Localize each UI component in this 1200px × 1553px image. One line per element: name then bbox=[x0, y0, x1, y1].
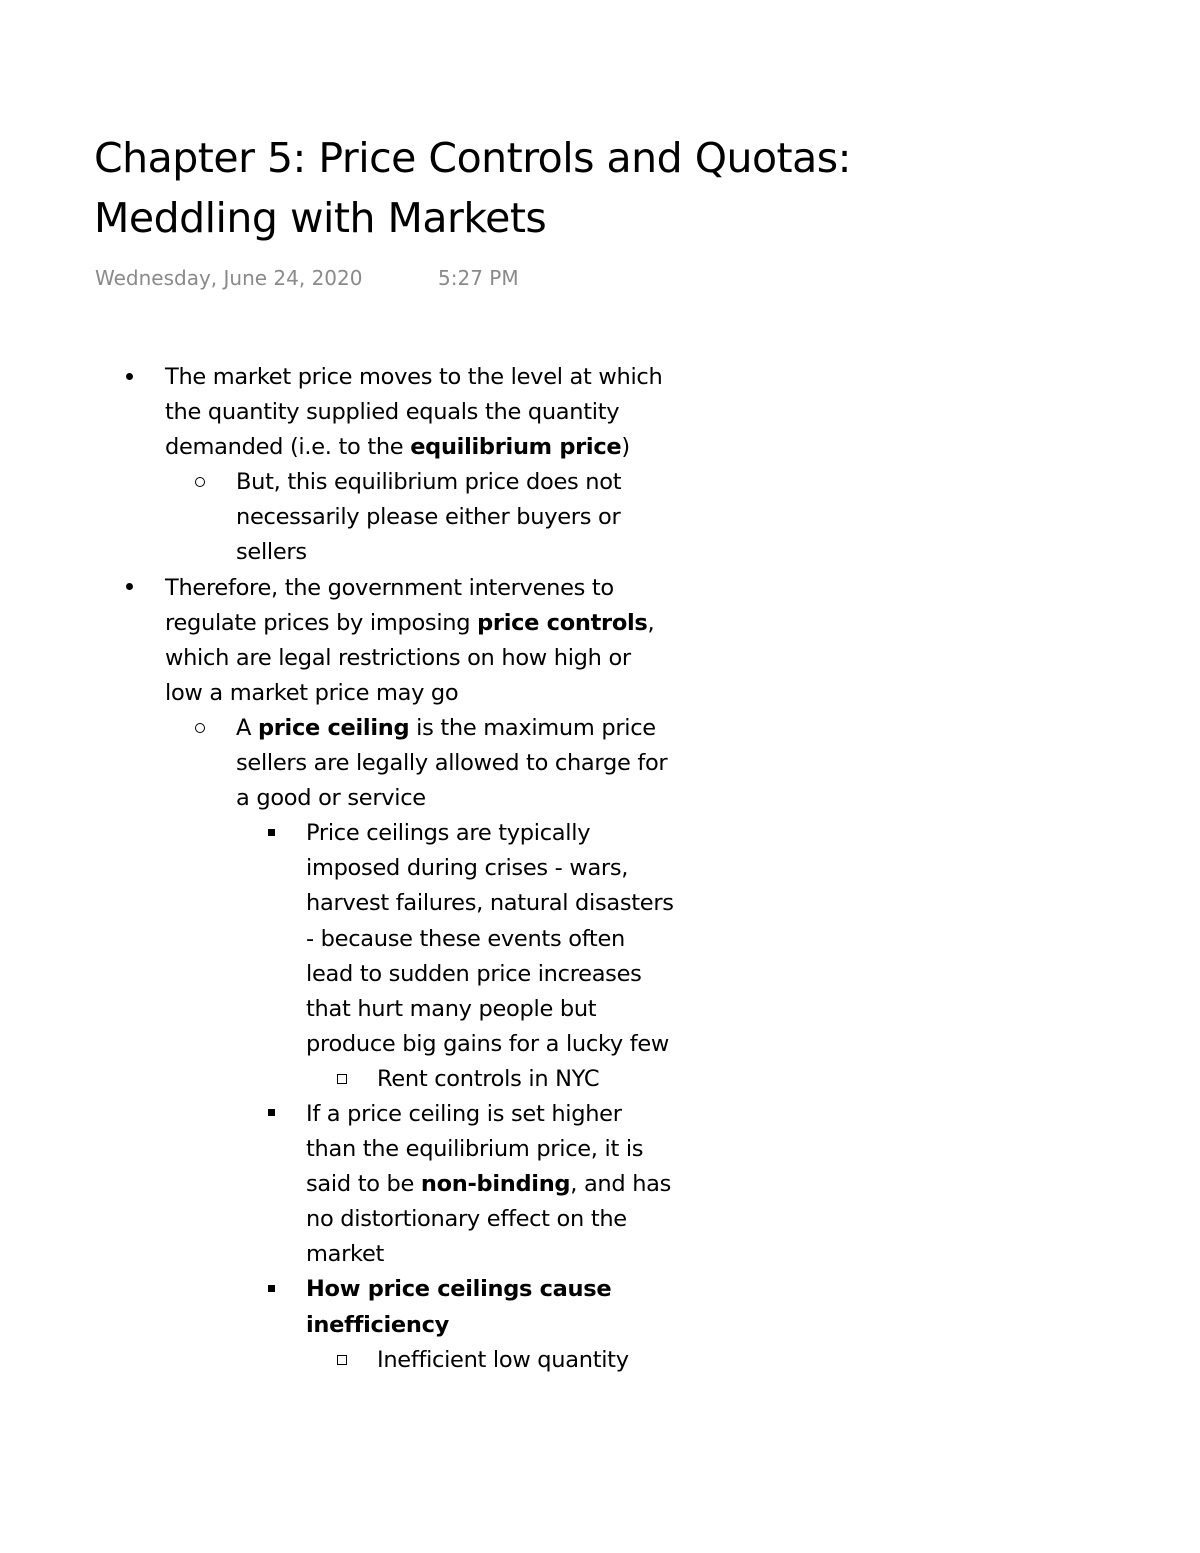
bullet-hollow-square-icon bbox=[332, 1062, 352, 1097]
bullet-dot-icon bbox=[119, 571, 139, 606]
bullet-circle-icon bbox=[190, 711, 210, 746]
list-item bbox=[236, 711, 676, 816]
bullet-dot-icon bbox=[119, 360, 139, 395]
text-run: A bbox=[236, 714, 258, 741]
note-time: 5:27 PM bbox=[438, 266, 519, 290]
text-run: The market price moves to the level at which the quantity supplied equals the quantity demanded (i.e. to the bbox=[165, 364, 663, 461]
bullet-dot-mark bbox=[126, 583, 133, 590]
list-item-text bbox=[377, 1343, 677, 1378]
text-run: , and has no distortionary effect on the market bbox=[306, 1171, 672, 1268]
list-item bbox=[377, 1343, 677, 1378]
bullet-hollow-square-icon bbox=[332, 1343, 352, 1378]
bold-term: price controls bbox=[477, 609, 648, 636]
text-run: Therefore, the government intervenes to regulate prices by imposing bbox=[165, 574, 614, 636]
note-date: Wednesday, June 24, 2020 bbox=[95, 266, 363, 290]
bullet-circle-mark bbox=[195, 477, 205, 487]
bullet-square-icon bbox=[261, 1097, 281, 1132]
list-item bbox=[306, 816, 676, 1062]
list-item-text bbox=[165, 571, 675, 711]
bullet-circle-mark bbox=[195, 723, 205, 733]
list-item-text bbox=[306, 816, 676, 1062]
note-timestamp bbox=[95, 264, 519, 292]
text-run: , which are legal restrictions on how high or low a market price may go bbox=[165, 609, 655, 706]
list-item bbox=[377, 1062, 677, 1097]
text-run: Inefficient low quantity bbox=[377, 1346, 629, 1373]
list-item-text bbox=[236, 711, 676, 816]
bullet-square-icon bbox=[261, 1272, 281, 1307]
list-item-text bbox=[306, 1272, 676, 1342]
bold-term: How price ceilings cause inefficiency bbox=[306, 1276, 612, 1338]
bullet-hollow-square-mark bbox=[337, 1355, 347, 1365]
bullet-hollow-square-mark bbox=[337, 1074, 347, 1084]
text-run: Price ceilings are typically imposed during crises - wars, harvest failures, natural disasters - because these events often lead to sudden price increases that hurt many people but produce big gains for a lucky few bbox=[306, 820, 674, 1057]
text-run: But, this equilibrium price does not necessarily please either buyers or sellers bbox=[236, 469, 622, 566]
text-run: Rent controls in NYC bbox=[377, 1065, 600, 1092]
bullet-circle-icon bbox=[190, 465, 210, 500]
list-item-text bbox=[377, 1062, 677, 1097]
bullet-square-mark bbox=[268, 1285, 275, 1292]
text-run: ) bbox=[621, 434, 630, 461]
list-item bbox=[306, 1097, 676, 1272]
bullet-square-mark bbox=[268, 1109, 275, 1116]
list-item-text bbox=[236, 465, 676, 570]
note-body bbox=[0, 360, 1200, 1435]
list-item bbox=[165, 571, 675, 711]
list-item bbox=[236, 465, 676, 570]
list-item-text bbox=[306, 1097, 676, 1272]
text-run: If a price ceiling is set higher than the equilibrium price, it is said to be bbox=[306, 1100, 644, 1198]
bold-term: price ceiling bbox=[257, 714, 410, 741]
list-item bbox=[306, 1272, 676, 1342]
list-item-text bbox=[165, 360, 675, 465]
text-run: is the maximum price sellers are legally allowed to charge for a good or service bbox=[236, 714, 668, 812]
bullet-square-mark bbox=[268, 829, 275, 836]
bold-term: non-binding bbox=[420, 1171, 571, 1198]
bullet-square-icon bbox=[261, 816, 281, 851]
page-title: Chapter 5: Price Controls and Quotas: Meddling with Markets bbox=[94, 134, 851, 242]
bold-term: equilibrium price bbox=[410, 434, 622, 461]
bullet-dot-mark bbox=[126, 373, 133, 380]
list-item bbox=[165, 360, 675, 465]
